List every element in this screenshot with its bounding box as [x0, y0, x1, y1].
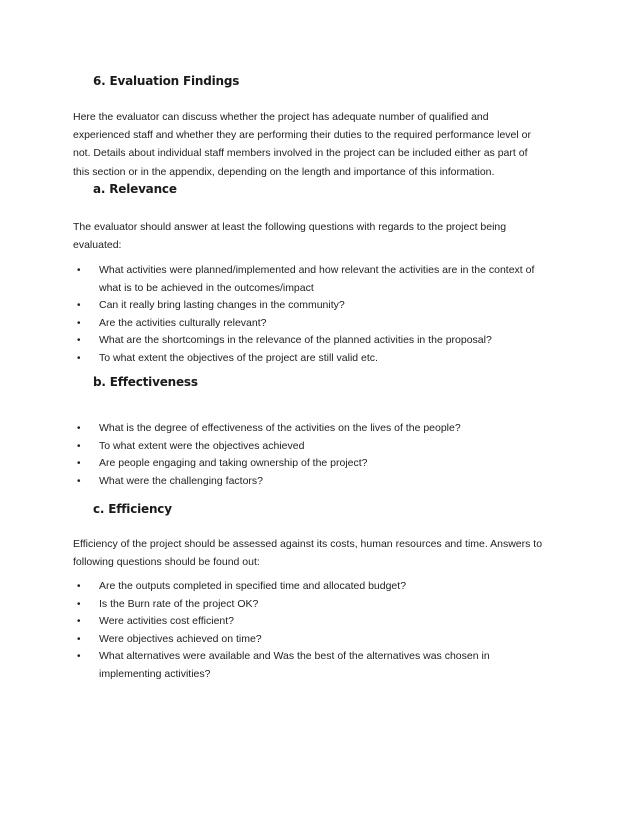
- list-item: • Are the activities culturally relevant?: [73, 315, 573, 333]
- bullet-icon: •: [77, 581, 81, 592]
- list-item: • What are the shortcomings in the relevance of the planned activities in the proposal?: [73, 332, 573, 350]
- list-item: • To what extent were the objectives achieved: [73, 438, 573, 456]
- subsection-heading-efficiency: c. Efficiency: [93, 502, 172, 516]
- bullet-icon: •: [77, 598, 81, 610]
- efficiency-question-list: [73, 578, 573, 683]
- list-item: • To what extent the objectives of the project are still valid etc.: [73, 350, 573, 368]
- effectiveness-question-list: [73, 420, 573, 490]
- paragraph-line: experienced staff and whether they are performing their duties to the required performance level or: [73, 129, 531, 142]
- list-item: • What is the degree of effectiveness of the activities on the lives of the people?: [73, 420, 573, 438]
- subsection-heading-effectiveness: b. Effectiveness: [93, 375, 198, 389]
- list-item: • What alternatives were available and Was the best of the alternatives was chosen in implementing activities?: [77, 650, 490, 680]
- bullet-icon: •: [77, 423, 81, 434]
- list-item: • What activities were planned/implemented and how relevant the activities are in the context of what is to be achieved in the outcomes/impact: [77, 264, 535, 294]
- paragraph-line: The evaluator should answer at least the following questions with regards to the project being: [73, 221, 507, 233]
- bullet-icon: •: [77, 651, 81, 662]
- paragraph-line: evaluated:: [73, 239, 122, 252]
- list-item: • Can it really bring lasting changes in the community?: [73, 297, 573, 315]
- list-item: • Were objectives achieved on time?: [73, 631, 573, 649]
- bullet-icon: •: [77, 317, 81, 329]
- paragraph-line: Here the evaluator can discuss whether the project has adequate number of qualified and: [73, 111, 489, 123]
- relevance-paragraph: [73, 218, 573, 254]
- list-item: • What were the challenging factors?: [73, 473, 573, 491]
- efficiency-paragraph: [73, 535, 573, 571]
- bullet-icon: •: [77, 265, 81, 276]
- paragraph-line: following questions should be found out:: [73, 556, 260, 569]
- bullet-icon: •: [77, 335, 81, 346]
- bullet-icon: •: [77, 300, 81, 311]
- list-item: • Is the Burn rate of the project OK?: [73, 596, 573, 614]
- subsection-heading-relevance: a. Relevance: [93, 182, 177, 196]
- bullet-icon: •: [77, 458, 81, 469]
- list-item: • Were activities cost efficient?: [73, 613, 573, 631]
- relevance-question-list: [73, 262, 573, 367]
- paragraph-line: Efficiency of the project should be assessed against its costs, human resources and time. Answers to: [73, 538, 543, 550]
- list-item: • Are people engaging and taking ownership of the project?: [73, 455, 573, 473]
- bullet-icon: •: [77, 352, 81, 364]
- paragraph-line: not. Details about individual staff members involved in the project can be included either as part of: [73, 147, 528, 160]
- paragraph-line: this section or in the appendix, depending on the length and importance of this information.: [73, 165, 495, 178]
- section-heading-evaluation-findings: 6. Evaluation Findings: [93, 74, 240, 88]
- bullet-icon: •: [77, 616, 81, 627]
- list-item: • Are the outputs completed in specified time and allocated budget?: [73, 578, 573, 596]
- bullet-icon: •: [77, 633, 81, 645]
- bullet-icon: •: [77, 440, 81, 452]
- section-intro-paragraph: [73, 108, 573, 181]
- bullet-icon: •: [77, 475, 81, 487]
